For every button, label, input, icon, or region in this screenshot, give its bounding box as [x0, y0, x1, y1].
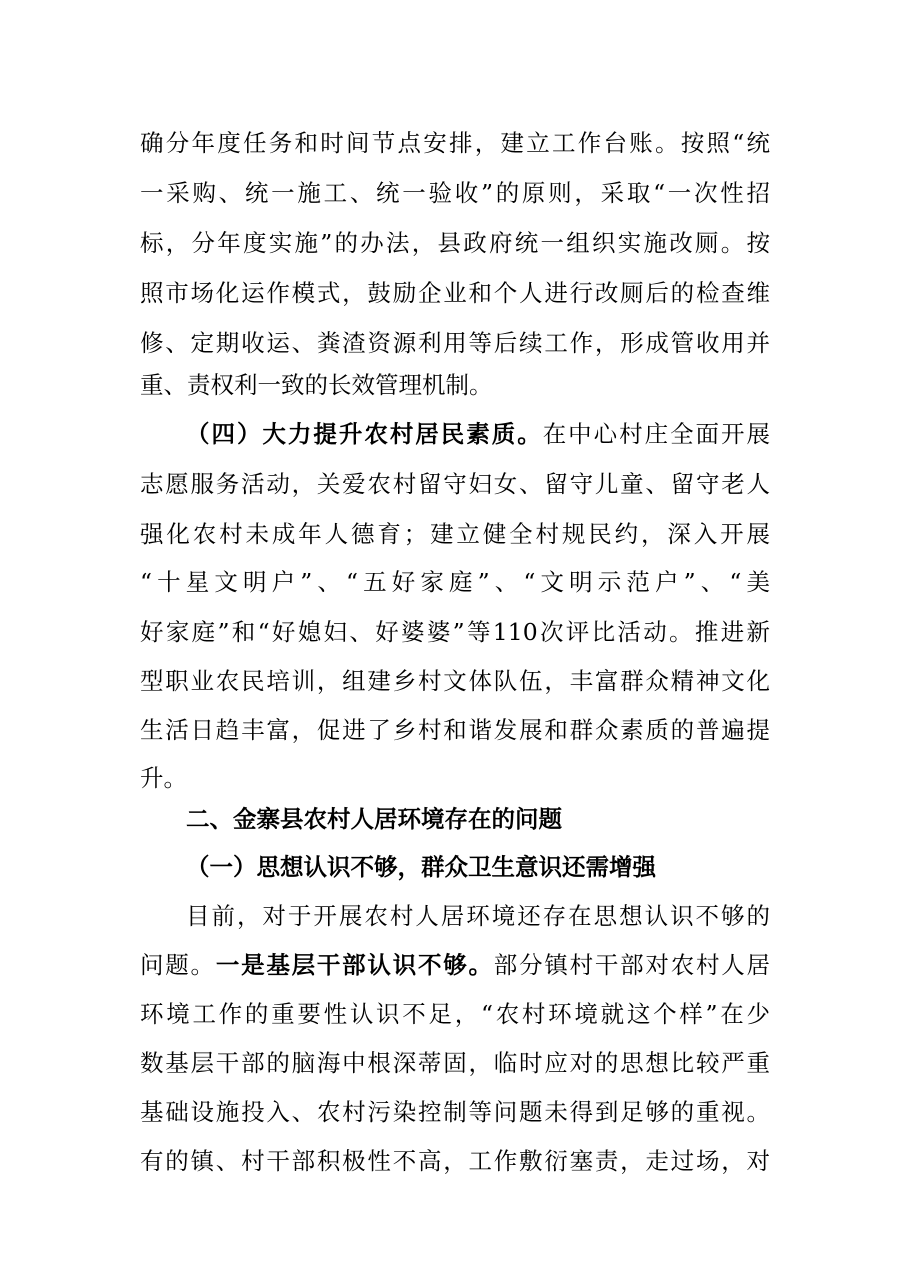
body-text-line: 环境工作的重要性认识不足，“农村环境就这个样”在少	[140, 1000, 770, 1028]
body-text-line: 生活日趋丰富，促进了乡村和谐发展和群众素质的普遍提	[140, 716, 770, 744]
body-text-line: 型职业农民培训，组建乡村文体队伍，丰富群众精神文化	[140, 667, 770, 695]
body-text-line: 志愿服务活动，关爱农村留守妇女、留守儿童、留守老人	[140, 470, 770, 498]
body-text: 问题。	[140, 951, 216, 979]
body-text: 在中心村庄全面开展	[542, 420, 771, 448]
body-text-line: “十星文明户”、“五好家庭”、“文明示范户”、“美	[140, 568, 770, 596]
body-text-line: 标，分年度实施”的办法，县政府统一组织实施改厕。按	[140, 229, 770, 257]
paragraph-line-mixed	[140, 950, 770, 980]
body-text-line: 数基层干部的脑海中根深蒂固，临时应对的思想比较严重	[140, 1049, 770, 1077]
body-text-line: 重、责权利一致的长效管理机制。	[140, 371, 493, 399]
body-text: 部分镇村干部对农村人居	[493, 951, 771, 979]
body-text-line: 目前，对于开展农村人居环境还存在思想认识不够的	[186, 902, 770, 930]
section-heading-inline: （四）大力提升农村居民素质。	[186, 420, 543, 448]
subsection-title: （一）思想认识不够，群众卫生意识还需增强	[186, 853, 656, 881]
body-text-line: 确分年度任务和时间节点安排，建立工作台账。按照“统	[140, 129, 770, 157]
body-text-line: 强化农村未成年人德育；建立健全村规民约，深入开展	[140, 520, 770, 548]
body-text-line: 升。	[140, 764, 187, 792]
body-text-line: 一采购、统一施工、统一验收”的原则，采取“一次性招	[140, 179, 770, 207]
section-title: 二、金寨县农村人居环境存在的问题	[186, 805, 562, 833]
body-text-line: 好家庭”和“好媳妇、好婆婆”等110次评比活动。推进新	[140, 618, 770, 646]
body-text-line: 基础设施投入、农村污染控制等问题未得到足够的重视。	[140, 1098, 770, 1126]
body-text-line: 照市场化运作模式，鼓励企业和个人进行改厕后的检查维	[140, 279, 770, 307]
body-text-line: 有的镇、村干部积极性不高，工作敷衍塞责，走过场，对	[140, 1147, 770, 1175]
emphasis-text: 一是基层干部认识不够。	[215, 951, 494, 979]
paragraph-first-line	[186, 419, 770, 449]
body-text-line: 修、定期收运、粪渣资源利用等后续工作，形成管收用并	[140, 329, 770, 357]
